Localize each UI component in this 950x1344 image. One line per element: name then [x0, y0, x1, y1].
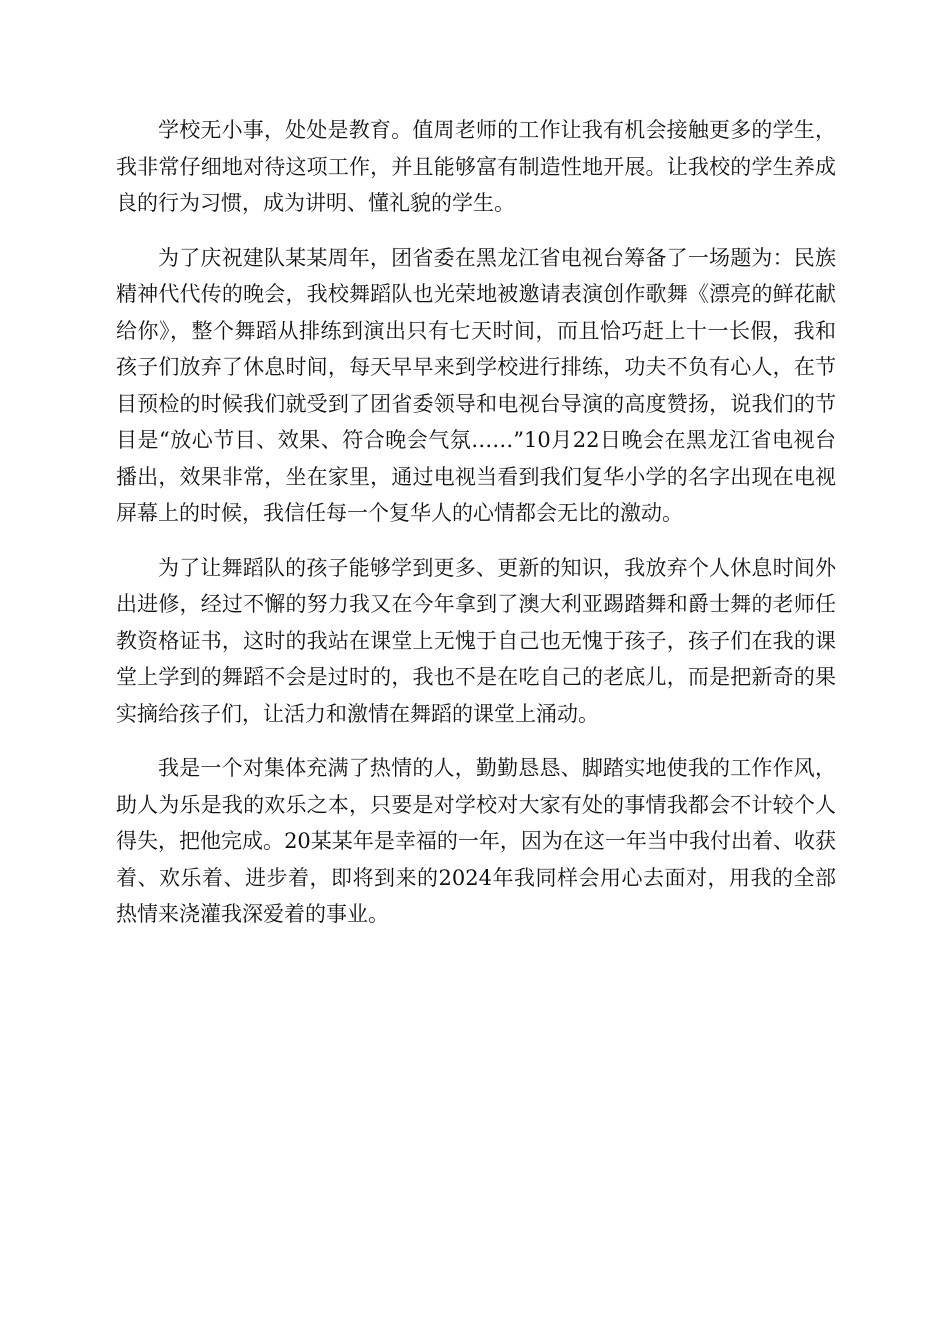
paragraph-personal-summary: 我是一个对集体充满了热情的人，勤勤恳恳、脚踏实地使我的工作作风，助人为乐是我的欢乐之本，只要是对学校对大家有处的事情我都会不计较个人得失，把他完成。20某某年是幸福的一年，因为在这一年当中我付出着、收获着、欢乐着、进步着，即将到来的2024年我同样会用心去面对，用我的全部热情来浇灌我深爱着的事业。: [116, 756, 836, 926]
paragraph-dance-performance: 为了庆祝建队某某周年，团省委在黑龙江省电视台筹备了一场题为：民族精神代代传的晚会，我校舞蹈队也光荣地被邀请表演创作歌舞《漂亮的鲜花献给你》，整个舞蹈从排练到演出只有七天时间，而且恰巧赶上十一长假，我和孩子们放弃了休息时间，每天早早来到学校进行排练，功夫不负有心人，在节目预检的时候我们就受到了团省委领导和电视台导演的高度赞扬，说我们的节目是“放心节目、效果、符合晚会气氛……”10月22日晚会在黑龙江省电视台播出，效果非常，坐在家里，通过电视当看到我们复华小学的名字出现在电视屏幕上的时候，我信任每一个复华人的心情都会无比的激动。: [116, 245, 836, 525]
paragraph-duty-teacher: 学校无小事，处处是教育。值周老师的工作让我有机会接触更多的学生，我非常仔细地对待这项工作，并且能够富有制造性地开展。让我校的学生养成良的行为习惯，成为讲明、懂礼貌的学生。: [116, 118, 836, 215]
document-body: [116, 112, 836, 951]
paragraph-professional-study: 为了让舞蹈队的孩子能够学到更多、更新的知识，我放弃个人休息时间外出进修，经过不懈的努力我又在今年拿到了澳大利亚踢踏舞和爵士舞的老师任教资格证书，这时的我站在课堂上无愧于自己也无愧于孩子，孩子们在我的课堂上学到的舞蹈不会是过时的，我也不是在吃自己的老底儿，而是把新奇的果实摘给孩子们，让活力和激情在舞蹈的课堂上涌动。: [116, 555, 836, 726]
